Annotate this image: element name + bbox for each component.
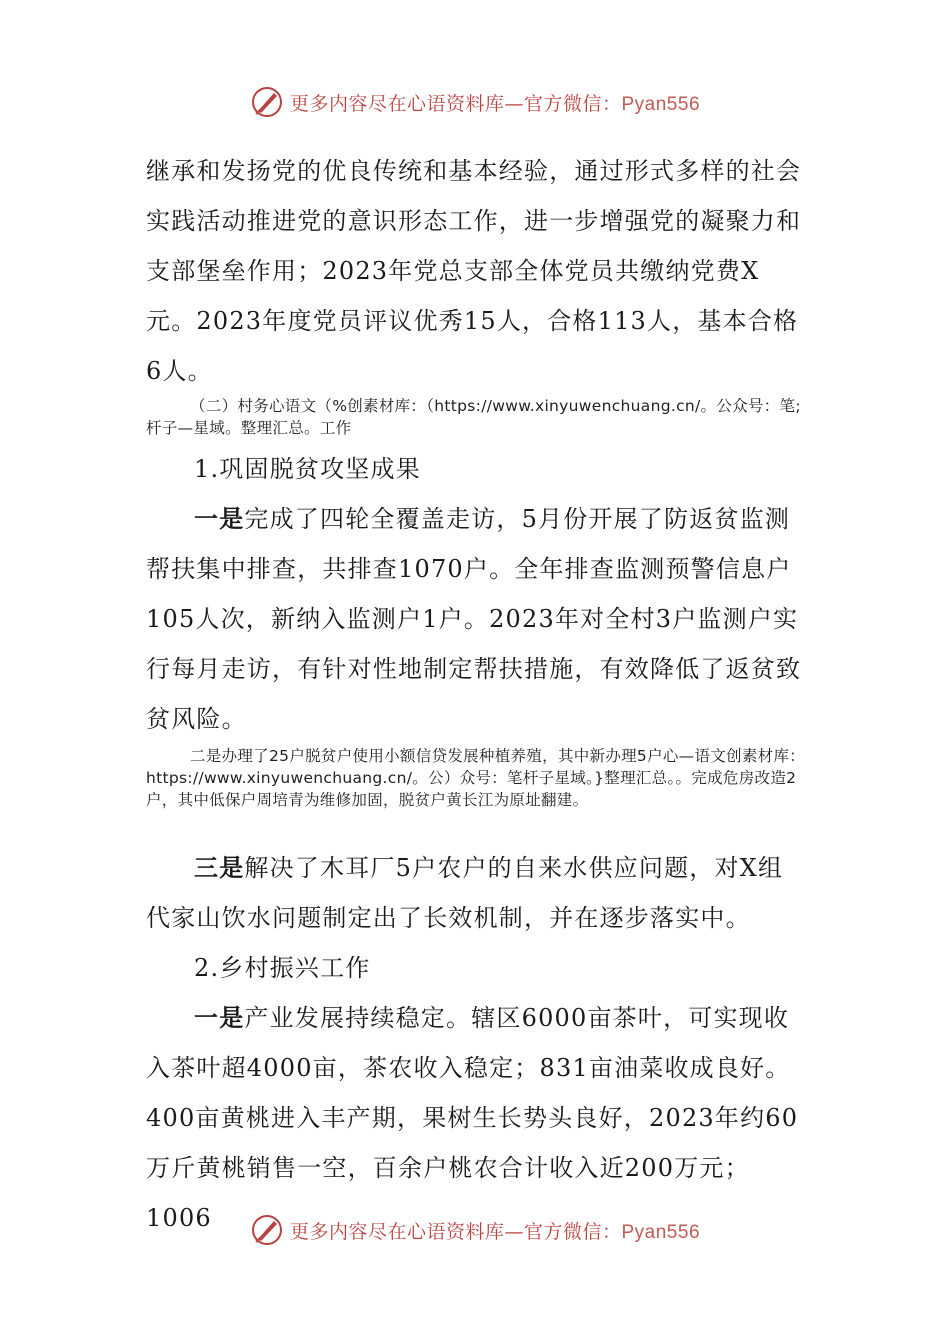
subsection-poverty — [146, 444, 808, 744]
quill-logo-icon — [250, 85, 284, 119]
header-banner — [0, 82, 950, 122]
banner-wechat-id: Pyan556 — [621, 1221, 701, 1243]
subheading-rural: 2.乡村振兴工作 — [194, 954, 371, 982]
paragraph-party-work — [146, 146, 808, 396]
subsection-rural — [146, 843, 808, 1243]
quill-logo-icon — [250, 1213, 284, 1247]
section-heading-text: （二）村务心语文（%创素材库：（https://www.xinyuwenchuang.cn/。公众号：笔;杆子—星域。整理汇总。工作 — [146, 397, 801, 437]
banner-wechat-id: Pyan556 — [621, 93, 701, 115]
lead-industry: 一是 — [194, 1004, 245, 1032]
paragraph-second-item — [146, 745, 808, 811]
banner-text: 更多内容尽在心语资料库—官方微信：Pyan556 — [289, 92, 701, 115]
subheading-poverty: 1.巩固脱贫攻坚成果 — [194, 455, 421, 483]
section-heading-village-affairs — [146, 395, 808, 439]
lead-third: 三是 — [194, 854, 245, 882]
paragraph-first-item: 一是完成了四轮全覆盖走访，5月份开展了防返贫监测帮扶集中排查，共排查1070户。全年排查监测预警信息户105人次，新纳入监测户1户。2023年对全村3户监测户实行每月走访，有针对性地制定帮扶措施，有效降低了返贫致贫风险。 — [146, 505, 802, 733]
paragraph-third-item: 三是解决了木耳厂5户农户的自来水供应问题，对X组代家山饮水问题制定出了长效机制，并在逐步落实中。 — [146, 854, 784, 932]
banner-text: 更多内容尽在心语资料库—官方微信：Pyan556 — [289, 1220, 701, 1243]
paragraph-industry: 一是产业发展持续稳定。辖区6000亩茶叶，可实现收入茶叶超4000亩，茶农收入稳定；831亩油菜收成良好。400亩黄桃进入丰产期，果树生长势头良好，2023年约60万斤黄桃销售一空，百余户桃农合计收入近200万元；1006 — [146, 1004, 799, 1232]
paragraph-second-text: 二是办理了25户脱贫户使用小额信贷发展种植养殖，其中新办理5户心—语文创素材库：https://www.xinyuwenchuang.cn/。公）众号：笔杆子星域。}整理汇总。。完成危房改造2户，其中低保户周培青为维修加固，脱贫户黄长江为原址翻建。 — [146, 747, 806, 809]
paragraph-text: 继承和发扬党的优良传统和基本经验，通过形式多样的社会实践活动推进党的意识形态工作，进一步增强党的凝聚力和支部堡垒作用；2023年党总支部全体党员共缴纳党费X元。2023年度党员评议优秀15人，合格113人，基本合格6人。 — [146, 157, 802, 385]
footer-banner — [0, 1210, 950, 1250]
lead-first: 一是 — [194, 505, 245, 533]
